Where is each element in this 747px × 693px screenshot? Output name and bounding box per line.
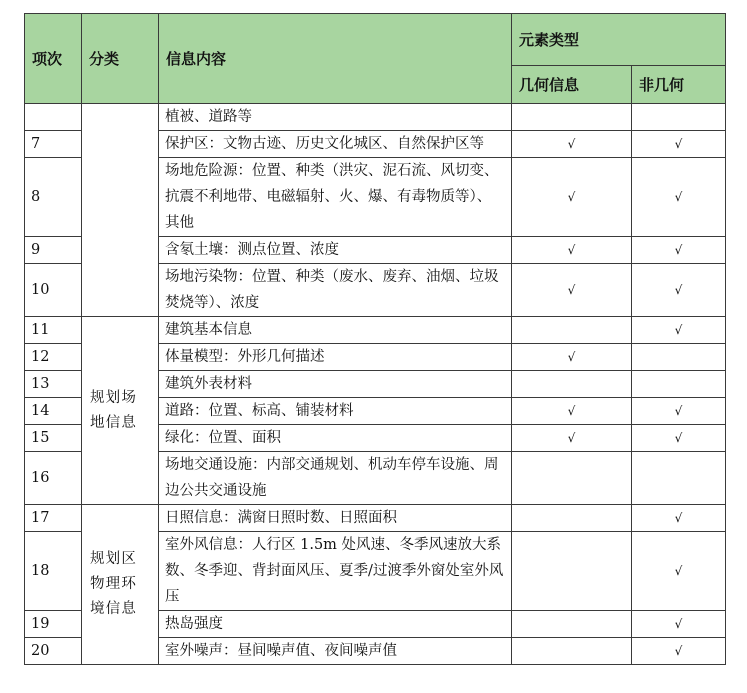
- table-row: [25, 505, 726, 532]
- row-info: 日照信息：满窗日照时数、日照面积: [159, 505, 512, 532]
- nongeo-check: √: [632, 638, 726, 665]
- category-planning-physical: 规划区物理环境信息: [82, 505, 159, 665]
- header-non-geometric: 非几何: [632, 66, 726, 104]
- geo-check: [512, 611, 632, 638]
- nongeo-check: √: [632, 532, 726, 611]
- row-index: 14: [25, 398, 82, 425]
- geo-check: √: [512, 344, 632, 371]
- table-row: [25, 104, 726, 131]
- row-info: 建筑外表材料: [159, 371, 512, 398]
- row-index: 15: [25, 425, 82, 452]
- nongeo-check: [632, 104, 726, 131]
- row-index: 12: [25, 344, 82, 371]
- row-index: 18: [25, 532, 82, 611]
- row-index: 20: [25, 638, 82, 665]
- nongeo-check: √: [632, 505, 726, 532]
- geo-check: √: [512, 398, 632, 425]
- nongeo-check: √: [632, 425, 726, 452]
- geo-check: √: [512, 158, 632, 237]
- geo-check: √: [512, 131, 632, 158]
- row-info: 场地交通设施：内部交通规划、机动车停车设施、周边公共交通设施: [159, 452, 512, 505]
- geo-check: √: [512, 264, 632, 317]
- geo-check: √: [512, 425, 632, 452]
- nongeo-check: √: [632, 158, 726, 237]
- category-cell-empty: [82, 104, 159, 317]
- row-info: 室外噪声：昼间噪声值、夜间噪声值: [159, 638, 512, 665]
- row-info: 体量模型：外形几何描述: [159, 344, 512, 371]
- row-index: 11: [25, 317, 82, 344]
- row-info: 含氡土壤：测点位置、浓度: [159, 237, 512, 264]
- header-element-type: 元素类型: [512, 14, 726, 66]
- row-index: [25, 104, 82, 131]
- geo-check: [512, 452, 632, 505]
- nongeo-check: [632, 452, 726, 505]
- header-info: 信息内容: [159, 14, 512, 104]
- nongeo-check: √: [632, 237, 726, 264]
- row-info: 保护区：文物古迹、历史文化城区、自然保护区等: [159, 131, 512, 158]
- geo-check: [512, 638, 632, 665]
- geo-check: [512, 371, 632, 398]
- row-index: 8: [25, 158, 82, 237]
- geo-check: [512, 104, 632, 131]
- row-index: 19: [25, 611, 82, 638]
- header-category: 分类: [82, 14, 159, 104]
- row-index: 10: [25, 264, 82, 317]
- row-info: 建筑基本信息: [159, 317, 512, 344]
- nongeo-check: [632, 371, 726, 398]
- nongeo-check: [632, 344, 726, 371]
- geo-check: [512, 317, 632, 344]
- table-row: [25, 317, 726, 344]
- row-info: 绿化：位置、面积: [159, 425, 512, 452]
- nongeo-check: √: [632, 398, 726, 425]
- row-info: 室外风信息：人行区 1.5m 处风速、冬季风速放大系数、冬季迎、背封面风压、夏季/过渡季外窗处室外风压: [159, 532, 512, 611]
- row-info: 道路：位置、标高、铺装材料: [159, 398, 512, 425]
- category-planning-site: 规划场地信息: [82, 317, 159, 505]
- nongeo-check: √: [632, 264, 726, 317]
- nongeo-check: √: [632, 131, 726, 158]
- row-info: 热岛强度: [159, 611, 512, 638]
- geo-check: √: [512, 237, 632, 264]
- nongeo-check: √: [632, 317, 726, 344]
- geo-check: [512, 532, 632, 611]
- row-index: 16: [25, 452, 82, 505]
- row-info: 场地污染物：位置、种类（废水、废弃、油烟、垃圾焚烧等）、浓度: [159, 264, 512, 317]
- row-info: 植被、道路等: [159, 104, 512, 131]
- element-type-table: [24, 13, 726, 665]
- row-index: 7: [25, 131, 82, 158]
- header-geometric: 几何信息: [512, 66, 632, 104]
- row-index: 9: [25, 237, 82, 264]
- geo-check: [512, 505, 632, 532]
- row-info: 场地危险源：位置、种类（洪灾、泥石流、风切变、抗震不利地带、电磁辐射、火、爆、有毒物质等）、其他: [159, 158, 512, 237]
- row-index: 13: [25, 371, 82, 398]
- nongeo-check: √: [632, 611, 726, 638]
- row-index: 17: [25, 505, 82, 532]
- header-index: 项次: [25, 14, 82, 104]
